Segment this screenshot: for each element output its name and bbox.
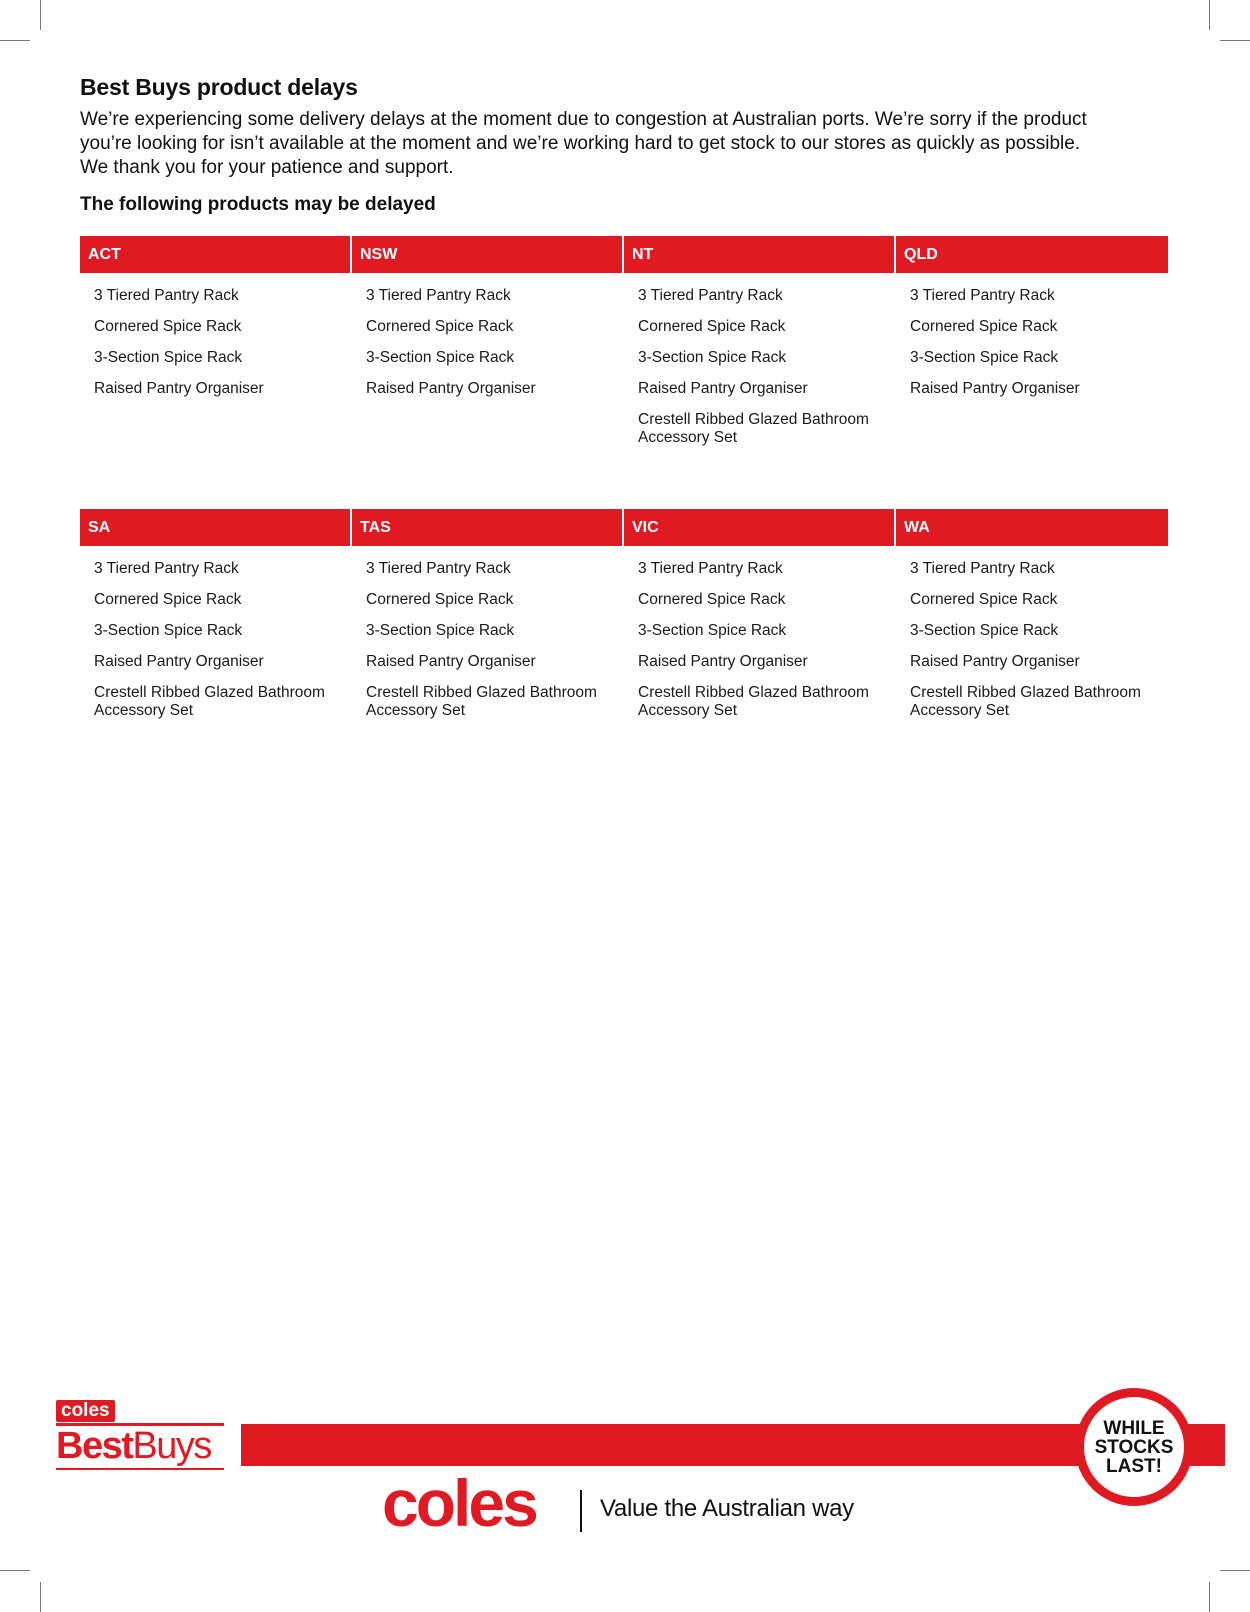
crop-mark xyxy=(1209,1582,1210,1612)
intro-line: you’re looking for isn’t available at the moment and we’re working hard to get stock to our stores as quickly as possible. xyxy=(80,133,1081,154)
region-column-wa xyxy=(896,509,1168,733)
bestbuys-wordmark xyxy=(56,1426,211,1466)
region-header: NSW xyxy=(352,236,624,273)
product-item: 3 Tiered Pantry Rack xyxy=(638,560,783,577)
product-item: Crestell Ribbed Glazed Bathroom Accessory Set xyxy=(94,684,325,719)
product-item: 3 Tiered Pantry Rack xyxy=(910,287,1055,304)
crop-mark xyxy=(1220,1570,1250,1571)
product-item: Cornered Spice Rack xyxy=(366,591,514,608)
product-list xyxy=(624,273,896,447)
product-list xyxy=(352,546,624,720)
product-item: Raised Pantry Organiser xyxy=(910,653,1080,670)
badge-line: STOCKS xyxy=(1094,1436,1174,1458)
bestbuys-logo xyxy=(56,1400,226,1472)
product-item: 3-Section Spice Rack xyxy=(94,622,243,639)
product-item: Crestell Ribbed Glazed Bathroom Accessory Set xyxy=(638,684,869,719)
region-header: QLD xyxy=(896,236,1168,273)
region-header: WA xyxy=(896,509,1168,546)
product-item: Cornered Spice Rack xyxy=(366,318,514,335)
product-item: Cornered Spice Rack xyxy=(94,318,242,335)
product-item: Raised Pantry Organiser xyxy=(910,380,1080,397)
region-header: ACT xyxy=(80,236,352,273)
product-item: 3-Section Spice Rack xyxy=(638,622,787,639)
delayed-subheading: The following products may be delayed xyxy=(80,194,436,215)
bestbuys-buys: Buys xyxy=(132,1425,211,1467)
product-item: 3-Section Spice Rack xyxy=(366,622,515,639)
region-table-top xyxy=(80,236,1170,460)
region-table-bottom xyxy=(80,509,1170,733)
region-column-vic xyxy=(624,509,896,733)
badge-inner xyxy=(1084,1397,1184,1497)
product-item: Raised Pantry Organiser xyxy=(638,653,808,670)
product-list xyxy=(80,546,352,720)
product-item: Raised Pantry Organiser xyxy=(94,380,264,397)
product-item: 3-Section Spice Rack xyxy=(366,349,515,366)
crop-mark xyxy=(1209,0,1210,30)
region-row xyxy=(80,509,1170,733)
region-column-nsw xyxy=(352,236,624,460)
bestbuys-coles-tag: coles xyxy=(56,1400,115,1422)
product-item: 3-Section Spice Rack xyxy=(638,349,787,366)
crop-mark xyxy=(40,0,41,30)
intro-line: We’re experiencing some delivery delays at the moment due to congestion at Australian ports. We’re sorry if the product xyxy=(80,109,1087,130)
product-item: 3 Tiered Pantry Rack xyxy=(910,560,1055,577)
product-list xyxy=(896,546,1168,720)
badge-line: WHILE xyxy=(1103,1417,1165,1439)
region-header: SA xyxy=(80,509,352,546)
product-item: 3 Tiered Pantry Rack xyxy=(366,287,511,304)
product-list xyxy=(896,273,1168,398)
region-column-sa xyxy=(80,509,352,733)
product-list xyxy=(624,546,896,720)
tagline-divider xyxy=(580,1490,582,1532)
crop-mark xyxy=(0,1570,30,1571)
region-column-nt xyxy=(624,236,896,460)
product-item: Crestell Ribbed Glazed Bathroom Accessory Set xyxy=(910,684,1141,719)
region-column-qld xyxy=(896,236,1168,460)
intro-line: We thank you for your patience and support. xyxy=(80,157,454,178)
product-item: Cornered Spice Rack xyxy=(638,591,786,608)
product-item: 3 Tiered Pantry Rack xyxy=(366,560,511,577)
badge-line: LAST! xyxy=(1106,1455,1162,1477)
intro-paragraph xyxy=(80,108,1180,180)
product-item: Cornered Spice Rack xyxy=(94,591,242,608)
product-item: 3 Tiered Pantry Rack xyxy=(94,560,239,577)
tagline: Value the Australian way xyxy=(600,1495,854,1522)
coles-logo: coles xyxy=(382,1466,536,1540)
product-item: Raised Pantry Organiser xyxy=(366,653,536,670)
crop-mark xyxy=(1220,40,1250,41)
product-item: 3 Tiered Pantry Rack xyxy=(94,287,239,304)
product-item: 3 Tiered Pantry Rack xyxy=(638,287,783,304)
region-header: TAS xyxy=(352,509,624,546)
region-header: NT xyxy=(624,236,896,273)
product-item: 3-Section Spice Rack xyxy=(910,349,1059,366)
region-row xyxy=(80,236,1170,460)
crop-mark xyxy=(40,1582,41,1612)
product-item: Cornered Spice Rack xyxy=(910,318,1058,335)
page-title: Best Buys product delays xyxy=(80,74,358,100)
logo-rule xyxy=(56,1468,224,1470)
product-item: Crestell Ribbed Glazed Bathroom Accessory Set xyxy=(638,411,869,446)
crop-mark xyxy=(0,40,30,41)
product-item: Cornered Spice Rack xyxy=(910,591,1058,608)
product-item: Raised Pantry Organiser xyxy=(366,380,536,397)
product-item: Crestell Ribbed Glazed Bathroom Accessory Set xyxy=(366,684,597,719)
product-item: 3-Section Spice Rack xyxy=(910,622,1059,639)
region-header: VIC xyxy=(624,509,896,546)
product-item: Raised Pantry Organiser xyxy=(638,380,808,397)
bestbuys-best: Best xyxy=(56,1425,133,1467)
region-column-act xyxy=(80,236,352,460)
product-list xyxy=(80,273,352,398)
region-column-tas xyxy=(352,509,624,733)
while-stocks-last-badge xyxy=(1075,1388,1193,1506)
product-item: 3-Section Spice Rack xyxy=(94,349,243,366)
product-list xyxy=(352,273,624,398)
product-item: Raised Pantry Organiser xyxy=(94,653,264,670)
product-item: Cornered Spice Rack xyxy=(638,318,786,335)
